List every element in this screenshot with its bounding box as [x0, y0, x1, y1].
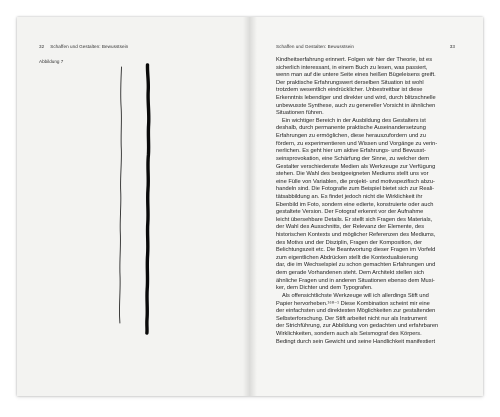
- text-line: der einfachsten und direktesten Möglichkeiten zur gestaltenden: [276, 308, 436, 315]
- text-line: des Motivs und der Disziplin, Fragen der Komposition, der: [276, 239, 423, 246]
- text-line: Situationen führen.: [276, 110, 324, 117]
- right-running-head-title: Schaffen und Gestalten: Bewusstsein: [276, 44, 355, 49]
- thick-pencil-stroke: [147, 65, 149, 333]
- text-line: eine Fülle von Variablen, die projekt- und motivspezifisch abzu-: [276, 178, 435, 185]
- text-line: Gestalter verschiedenste Medien als Werkzeuge zur Verfügung: [276, 163, 436, 170]
- text-line: fördern, zu experimentieren und Wissen und Vorgänge zu verin-: [276, 140, 438, 147]
- text-line: stehen. Die Wahl des bestgeeigneten Mediums stellt uns vor: [276, 171, 429, 178]
- text-line: leicht übersehbare Details. Er stellt sich Fragen des Materials,: [276, 216, 433, 223]
- right-page: [250, 17, 483, 396]
- left-page-number: 32: [39, 44, 45, 49]
- text-line: zum eigentlichen Abdrücken stellt die Kontextualisierung: [276, 254, 418, 261]
- text-line: deshalb, durch permanente praktische Auseinandersetzung: [276, 125, 426, 132]
- text-line: unbewusste Synthese, auch zu genereller Vorsicht in ähnlichen: [276, 102, 436, 109]
- text-line: der Strichführung, zur Abbildung von gedachten und erfahrbaren: [276, 323, 439, 330]
- body-text: [276, 57, 458, 346]
- text-line: Erkenntnis lebendiger und direkter und wird, durch blitzschnelle: [276, 95, 436, 102]
- text-line: Kindheitserfahrung erinnert. Folgen wir hier der Theorie, ist es: [276, 57, 433, 63]
- text-line: Wirklichkeiten, sondern auch als Seismograf des Körpers.: [276, 330, 422, 337]
- text-line: dar, die im Wechselspiel zu schon gemachten Erfahrungen und: [276, 262, 436, 269]
- right-running-head: [276, 44, 455, 49]
- text-line: Selbsterforschung. Der Stift arbeitet nicht nur als Instrument: [276, 315, 427, 322]
- open-book: [17, 17, 483, 396]
- text-line: Als offensichtlichste Werkzeuge will ich allerdings Stift und: [282, 292, 429, 299]
- text-line: sicherlich interessant, in einem Buch zu lesen, was passiert,: [276, 64, 428, 71]
- text-line: seinsprovokation, eine Schärfung der Sinne, zu welcher dem: [276, 155, 430, 162]
- text-line: gestaltete Version. Der Fotograf erkennt vor der Aufnahme: [276, 209, 424, 216]
- pencil-stroke-figure: [17, 17, 250, 396]
- text-line: trotzdem wesentlich eindrücklicher. Unbestreitbar ist diese: [276, 87, 423, 94]
- left-running-head-title: Schaffen und Gestalten: Bewusstsein: [50, 44, 129, 49]
- text-line: historischen Kontexts und möglicher Referenzen des Mediums,: [276, 232, 436, 239]
- thin-pencil-stroke: [119, 67, 121, 323]
- text-line: Ebenbild im Foto, sondern eine edierte, konstruierte oder auch: [276, 201, 434, 208]
- text-line: tätsabbildung an. Es findet jedoch nicht die Wirklichkeit ihr: [276, 193, 423, 200]
- text-line: ähnliche Fragen und in anderen Situationen ebenso dem Musi-: [276, 277, 435, 284]
- text-line: der Wahl des Ausschnitts, der Relevanz der Elemente, des: [276, 224, 425, 231]
- text-line: nerlichen. Es geht hier um aktive Erfahrungs- und Bewusst-: [276, 148, 426, 155]
- text-line: Erfahrungen zu ermöglichen, diese herauszufordern und zu: [276, 133, 426, 140]
- text-line: Der praktische Erfahrungswert derselben Situation ist wohl: [276, 79, 424, 86]
- text-line: Bedingt durch sein Gewicht und seine Handlichkeit manifestiert: [276, 338, 436, 345]
- text-line: ker, dem Dichter und dem Typografen.: [276, 285, 373, 292]
- text-line: handeln sind. Die Fotografie zum Beispiel bietet sich zur Reali-: [276, 186, 435, 193]
- text-line: Ein wichtiger Bereich in der Ausbildung des Gestalters ist: [282, 117, 426, 124]
- figure-caption: Abbildung 7: [39, 59, 64, 64]
- text-line: dem gerade Vorhandenen steht. Dem Architekt stellen sich: [276, 270, 424, 277]
- text-line: Papier hervorheben.¹⁶⁸⁻¹ Diese Kombination scheint mir eine: [276, 300, 430, 307]
- left-page: [17, 17, 250, 396]
- text-line: wenn man auf die untere Seite eines heißen Bügeleisens greift.: [276, 72, 436, 79]
- text-line: Belichtungszeit etc. Die Beantwortung dieser Fragen im Vorfeld: [276, 247, 436, 254]
- right-page-number: 33: [449, 44, 455, 49]
